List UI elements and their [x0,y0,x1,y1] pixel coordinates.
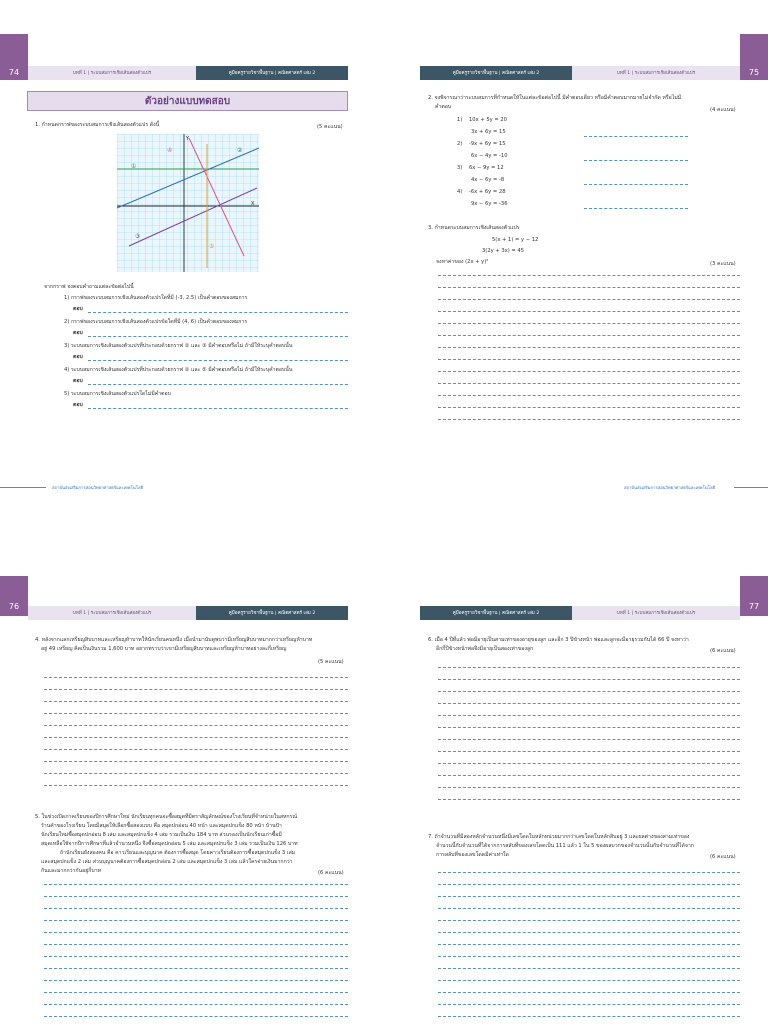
chapter-header: บทที่ 1 | ระบบสมการเชิงเส้นสองตัวแปร [28,66,196,80]
answer-line [438,715,740,716]
question-6-points: (6 คะแนน) [710,648,736,654]
answer-label: ตอบ [73,354,83,360]
answer-line [44,689,348,690]
answer-line [438,884,740,885]
graph-label-1: ① [131,163,137,170]
page-number: 74 [0,34,28,80]
answer-line [438,727,740,728]
answer-line [44,725,348,726]
question-3-eq2: 3(2y + 3x) = 45 [482,248,524,254]
footer-text: สถาบันส่งเสริมการสอนวิทยาศาสตร์และเทคโนโลยี [624,485,715,490]
graph-label-5: ⑤ [209,243,215,250]
system-2-eq1: -9x + 6y = 15 [469,141,506,147]
answer-line [438,311,740,312]
answer-label: ตอบ [73,306,83,312]
answer-line [438,419,740,420]
system-1-eq1: 10x + 5y = 20 [469,117,507,123]
answer-line [584,208,688,209]
graph-label-4: ④ [167,147,173,154]
answer-line [88,336,348,337]
answer-line [438,968,740,969]
graph-label-3: ③ [135,233,141,240]
answer-label: ตอบ [73,330,83,336]
answer-line [438,775,740,776]
question-2-line-1: 2. จงพิจารณาว่าระบบสมการที่กำหนดให้ในแต่ละข้อต่อไปนี้ มีคำตอบเดียว หรือมีคำตอบมากมายไม่จำกัด หรือไม่มี [428,95,682,101]
question-5-points: (6 คะแนน) [318,870,344,876]
subquestion-1: 1) กราฟของระบบสมการเชิงเส้นสองตัวแปรใดที่มี (-3, 2.5) เป็นคำตอบของสมการ [64,295,248,301]
answer-line [44,749,348,750]
answer-line [438,980,740,981]
answer-line [44,968,348,969]
page-76 [0,512,384,1024]
question-5-line-3: นักเรียนใหม่ซื้อสมุดปกอ่อน 8 เล่ม และสมุดปกแข็ง 4 เล่ม รวมเป็นเงิน 184 บาท ส่วนรองเป็นนักเรียนเก่าซื้อมี [41,832,282,838]
system-3-no: 3) [457,165,463,171]
answer-line [88,312,348,313]
question-5-line-4: สมุดเหลือใช้จากปีการศึกษาที่แล้วจำนวนหนึ่ง จึงซื้อสมุดปกอ่อน 5 เล่ม และสมุดปกแข็ง 3 เล่ม รวมเป็นเงิน 126 บาท [41,841,298,847]
page-number: 75 [740,34,768,80]
graph-grid [117,134,259,272]
answer-line [44,920,348,921]
question-5-line-5: ถ้านักเรียนยังสองคน คือ คาวเรียนและบุญนาค ต้องการซื้อสมุด โดยคาวเรียนต้องการซื้อสมุดปกแข็ง 3 เล่ม [60,850,296,856]
answer-line [44,908,348,909]
answer-line [438,335,740,336]
answer-line [44,932,348,933]
footer-line [734,487,768,488]
question-6-line-2: อีกกี่ปีข้างหน้าพ่อจึงมีอายุเป็นสองเท่าของลูก [436,646,534,652]
answer-line [44,677,348,678]
question-3-find: จงหาค่าของ (2x + y)² [436,259,489,265]
answer-line [438,667,740,668]
answer-line [44,701,348,702]
answer-line [88,408,348,409]
question-7-line-1: 7. ถ้าจำนวนที่มีสองหลักจำนวนหนึ่งมีเลขโดดในหลักหน่วยมากกว่าเลขโดดในหลักสิบอยู่ 3 และผลต่างของสามเท่าของ [428,834,690,840]
system-3-eq2: 4x − 6y = -8 [471,177,505,183]
answer-line [44,896,348,897]
question-3-points: (3 คะแนน) [710,261,736,267]
question-7-points: (6 คะแนน) [710,854,736,860]
system-1-eq2: 3x + 6y = 15 [471,129,506,135]
answer-line [438,739,740,740]
answer-line [438,920,740,921]
page-number: 77 [740,576,768,616]
question-4-line-1: 4. หลังจากแลกเหรียญสิบบาทและเหรียญห้าบาทให้นักเรียนคนหนึ่ง เมื่อนำมานับดูพบว่ามีเหรียญสิบบาทมากกว่าเหรียญห้าบาท [35,637,313,643]
page-75 [384,0,768,512]
system-4-eq2: 9x − 6y = -36 [471,201,508,207]
question-7-line-2: จำนวนนี้กับจำนวนที่ได้จากการสลับที่ของเลขโดดเป็น 111 แล้ว 1 ใน 5 ของผลบวกของจำนวนนั้นกับจำนวนที่ได้จาก [436,843,694,849]
answer-line [438,275,740,276]
y-axis-label: Y [186,136,190,142]
answer-line [44,980,348,981]
answer-line [438,703,740,704]
question-7-line-3: การสลับที่ของเลขโดดมีค่าเท่าใด [436,852,509,858]
book-header: คู่มือครูรายวิชาพื้นฐาน | คณิตศาสตร์ เล่ม 2 [420,66,572,80]
answer-line [438,944,740,945]
answer-line [438,359,740,360]
section-title: ตัวอย่างแบบทดสอบ [27,91,348,111]
question-2-points: (4 คะแนน) [710,107,736,113]
footer-text: สถาบันส่งเสริมการสอนวิทยาศาสตร์และเทคโนโลยี [52,485,143,490]
subquestion-4: 4) ระบบสมการเชิงเส้นสองตัวแปรที่ประกอบด้วยกราฟ ② และ ⑤ มีคำตอบหรือไม่ ถ้ามีให้ระบุคำตอบนั้น [64,367,293,373]
answer-line [438,872,740,873]
answer-line [88,360,348,361]
subquestion-5: 5) ระบบสมการเชิงเส้นสองตัวแปรใดไม่มีคำตอบ [64,391,171,397]
answer-line [44,992,348,993]
page-77 [384,512,768,1024]
answer-line [44,1016,348,1017]
subquestion-3: 3) ระบบสมการเชิงเส้นสองตัวแปรที่ประกอบด้วยกราฟ ② และ ③ มีคำตอบหรือไม่ ถ้ามีให้ระบุคำตอบนั้น [64,343,293,349]
chapter-header: บทที่ 1 | ระบบสมการเชิงเส้นสองตัวแปร [572,606,740,620]
answer-line [44,773,348,774]
question-4-line-2: อยู่ 49 เหรียญ คิดเป็นเงินรวม 1,600 บาท อยากทราบว่าเขามีเหรียญสิบบาทและเหรียญห้าบาทอย่างละกี่เหรียญ [41,646,287,652]
answer-line [438,299,740,300]
answer-line [438,763,740,764]
answer-line [438,383,740,384]
answer-line [438,323,740,324]
system-2-no: 2) [457,141,463,147]
question-5-line-6: และสมุดปกแข็ง 2 เล่ม ส่วนบุญนาคต้องการซื้อสมุดปกอ่อน 2 เล่ม และสมุดปกแข็ง 3 เล่ม แล้วใครจ่ายเงินมากกว่า [41,859,293,865]
system-graph [117,134,259,272]
question-6-line-1: 6. เมื่อ 4 ปีที่แล้ว พ่อมีอายุเป็นสามเท่าของอายุของลูก และอีก 3 ปีข้างหน้า พ่อและลูกจะมีอายุรวมกันได้ 66 ปี จงหาว่า [428,637,689,643]
answer-line [44,944,348,945]
answer-line [438,932,740,933]
system-4-eq1: -6x + 6y = 28 [469,189,506,195]
graph-intro: จากกราฟ จงตอบคำถามแต่ละข้อต่อไปนี้ [44,284,134,290]
question-1-points: (5 คะแนน) [317,124,343,130]
answer-line [584,184,688,185]
page-74 [0,0,384,512]
answer-line [438,395,740,396]
answer-label: ตอบ [73,378,83,384]
graph-label-2: ② [237,147,243,154]
answer-line [44,956,348,957]
question-3: 3. กำหนดระบบสมการเชิงเส้นสองตัวแปร [428,225,520,231]
chapter-header: บทที่ 1 | ระบบสมการเชิงเส้นสองตัวแปร [572,66,740,80]
page-number: 76 [0,576,28,616]
system-1-no: 1) [457,117,463,123]
question-5-line-1: 5. ในช่วงเปิดภาคเรียนของปีการศึกษาใหม่ นักเรียนทุกคนจะซื้อสมุดที่มีตราสัญลักษณ์ของโรงเรียนที่จำหน่ายในสหกรณ์ [35,814,298,820]
answer-line [88,384,348,385]
answer-line [438,751,740,752]
question-5-line-7: กันและมากกว่ากันอยู่กี่บาท [41,868,102,874]
answer-line [584,160,688,161]
x-axis-label: X [251,201,255,207]
answer-line [438,992,740,993]
question-2-line-2: คำตอบ [435,104,452,110]
answer-line [584,136,688,137]
question-4-points: (5 คะแนน) [318,659,344,665]
subquestion-2: 2) กราฟของระบบสมการเชิงเส้นสองตัวแปรข้อใดที่มี (4, 6) เป็นคำตอบของสมการ [64,319,248,325]
answer-line [44,737,348,738]
footer-line [0,487,46,488]
system-2-eq2: 6x − 4y = -10 [471,153,508,159]
answer-line [438,896,740,897]
book-header: คู่มือครูรายวิชาพื้นฐาน | คณิตศาสตร์ เล่ม 2 [196,606,348,620]
answer-line [438,1004,740,1005]
question-5-line-2: ร้านค้าของโรงเรียน โดยมีสมุดให้เลือกซื้อสองแบบ คือ สมุดปกอ่อน 40 หน้า และสมุดปกแข็ง 80 หน้า บ้านป้า [41,823,282,829]
answer-line [44,884,348,885]
answer-line [44,785,348,786]
answer-line [44,761,348,762]
answer-line [438,956,740,957]
book-header: คู่มือครูรายวิชาพื้นฐาน | คณิตศาสตร์ เล่ม 2 [196,66,348,80]
answer-line [438,347,740,348]
answer-line [438,1016,740,1017]
answer-line [438,679,740,680]
answer-line [44,713,348,714]
answer-line [438,787,740,788]
answer-label: ตอบ [73,402,83,408]
system-4-no: 4) [457,189,463,195]
chapter-header: บทที่ 1 | ระบบสมการเชิงเส้นสองตัวแปร [28,606,196,620]
answer-line [438,371,740,372]
answer-line [438,287,740,288]
question-1: 1. กำหนดกราฟของระบบสมการเชิงเส้นสองตัวแปร ดังนี้ [35,122,160,128]
book-header: คู่มือครูรายวิชาพื้นฐาน | คณิตศาสตร์ เล่ม 2 [420,606,572,620]
answer-line [438,407,740,408]
answer-line [44,1004,348,1005]
question-3-eq1: 5(x + 1) = y − 12 [492,237,539,243]
answer-line [438,908,740,909]
system-3-eq1: 6x − 9y = 12 [469,165,504,171]
answer-line [438,691,740,692]
answer-line [438,799,740,800]
